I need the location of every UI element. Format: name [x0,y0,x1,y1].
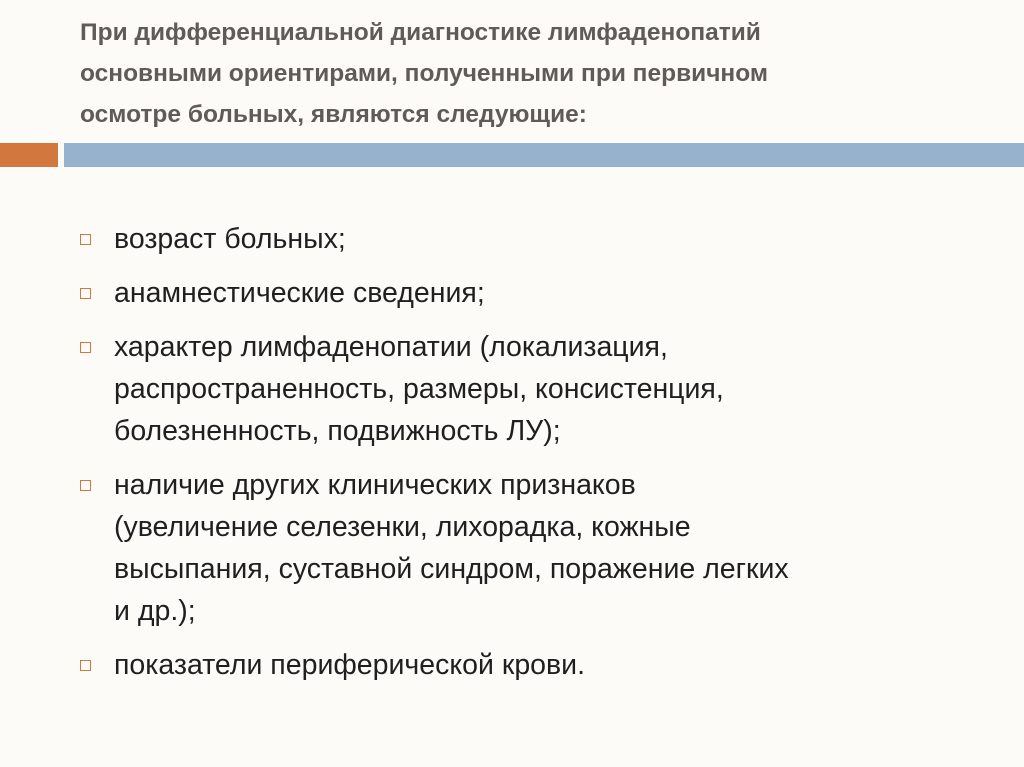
list-item [76,218,976,260]
list-item [76,644,976,686]
bullet-text-line: возраст больных; [114,223,346,255]
bullet-text-line: показатели периферической крови. [114,649,586,681]
divider-band [64,143,1024,167]
square-bullet-icon [80,234,91,245]
list-item [76,272,976,314]
slide-title [80,12,980,135]
square-bullet-icon [80,660,91,671]
square-bullet-icon [80,480,91,491]
bullet-text-line: анамнестические сведения; [114,277,485,309]
bullet-text-line: характер лимфаденопатии (локализация, [114,331,668,363]
bullet-text-line: наличие других клинических признаков [114,469,636,501]
bullet-text-line: высыпания, суставной синдром, поражение легких [114,553,789,585]
bullet-text-line: распространенность, размеры, консистенция, [114,373,724,405]
square-bullet-icon [80,288,91,299]
bullet-text-line: болезненность, подвижность ЛУ); [114,415,561,447]
bullet-list [76,218,976,698]
bullet-text-line: и др.); [114,595,196,627]
title-line-2: основными ориентирами, полученными при первичном [80,60,768,87]
list-item [76,326,976,452]
bullet-text-line: (увеличение селезенки, лихорадка, кожные [114,511,691,543]
title-line-1: При дифференциальной диагностике лимфаденопатий [80,19,761,46]
divider-accent-bar [0,143,58,167]
square-bullet-icon [80,342,91,353]
list-item [76,464,976,632]
title-line-3: осмотре больных, являются следующие: [80,101,587,128]
